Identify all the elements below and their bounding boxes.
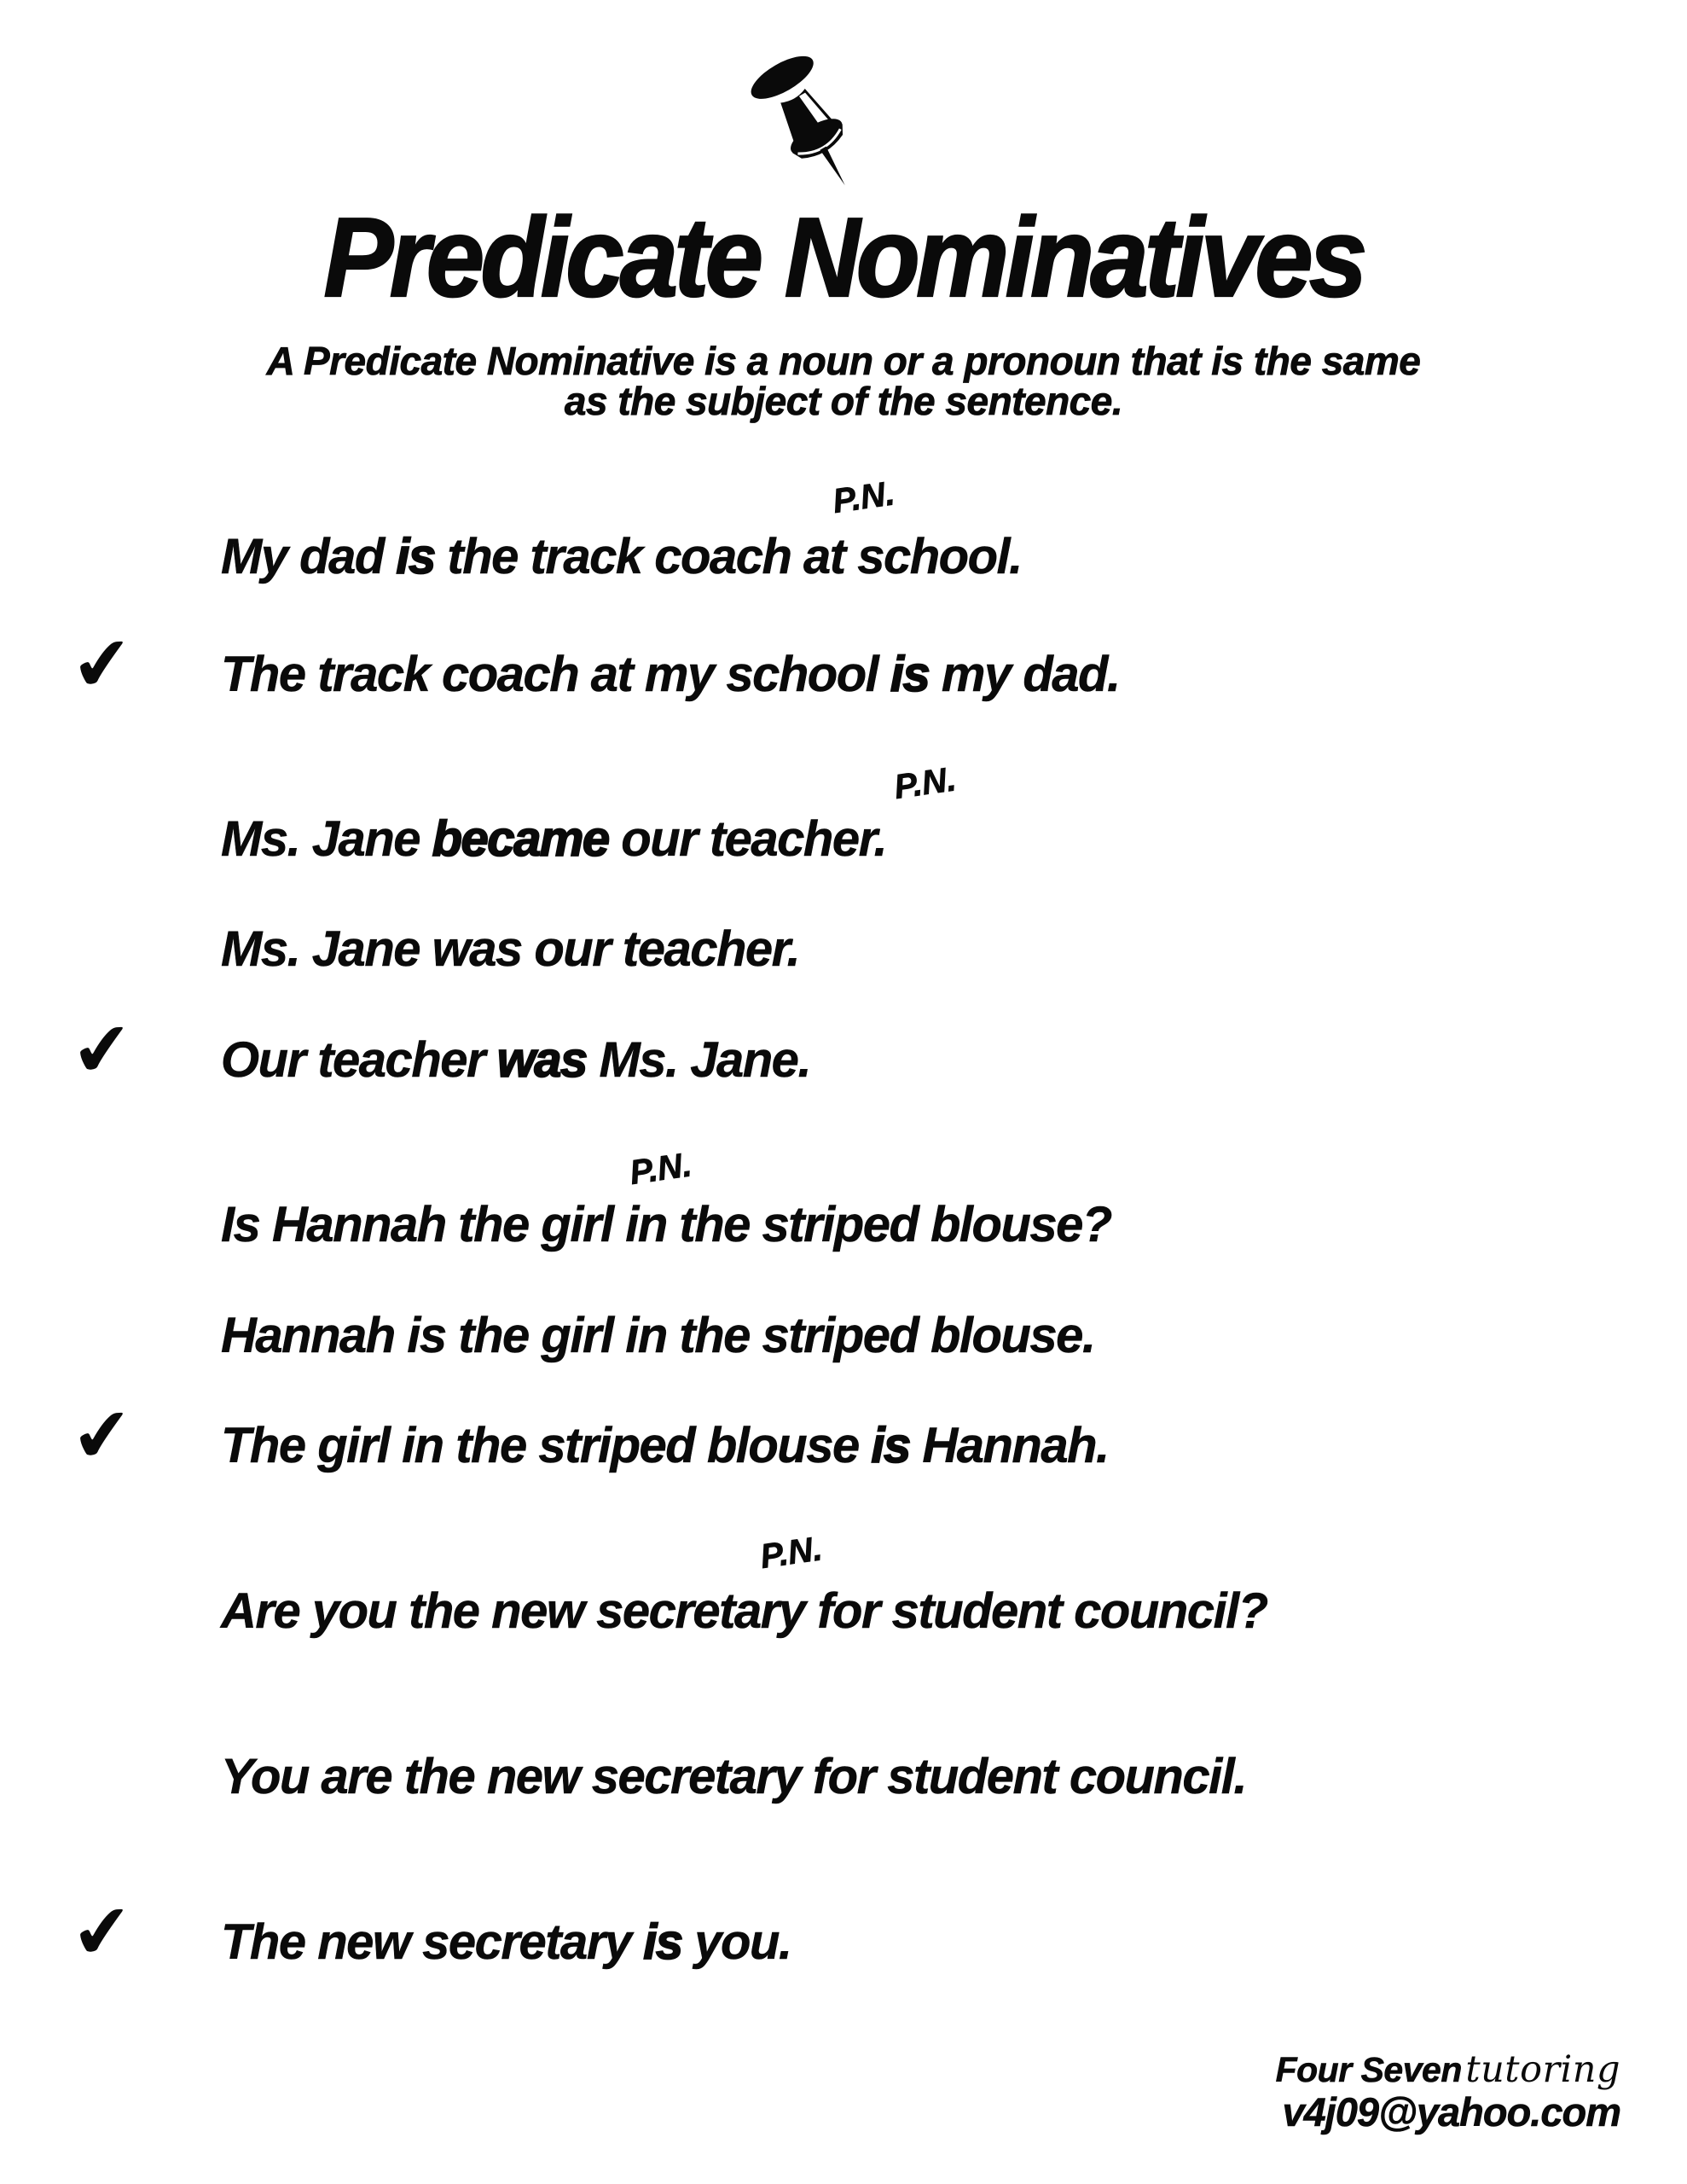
sentence bbox=[221, 530, 1022, 585]
sentence bbox=[221, 922, 799, 978]
linking-verb: is bbox=[396, 529, 435, 584]
checkmark-icon: ✔ bbox=[67, 1005, 137, 1095]
sentence bbox=[221, 1584, 1267, 1640]
brand-name: Four Seven bbox=[1275, 2050, 1462, 2089]
sentence bbox=[221, 1309, 1095, 1364]
pn-label: P.N. bbox=[830, 474, 897, 521]
definition-line-2: as the subject of the sentence. bbox=[564, 378, 1123, 423]
sentence-text: Ms. Jane was our teacher. bbox=[221, 921, 800, 977]
sentence-text: Is Hannah the girl in the striped blouse? bbox=[221, 1197, 1111, 1252]
sentence-text: our teacher. bbox=[608, 811, 887, 867]
sentence-text: Ms. Jane. bbox=[586, 1032, 811, 1088]
contact-email: v4j09@yahoo.com bbox=[1282, 2089, 1620, 2135]
linking-verb: was bbox=[496, 1032, 587, 1088]
brand-line bbox=[1276, 2049, 1620, 2090]
sentence-text: you. bbox=[681, 1914, 791, 1970]
sentence bbox=[221, 812, 886, 868]
sentence-text: Our teacher bbox=[221, 1032, 497, 1088]
sentence-text: Hannah. bbox=[909, 1418, 1109, 1473]
sentence bbox=[221, 1033, 810, 1089]
page-title: Predicate Nominatives bbox=[323, 195, 1364, 320]
brand-script: tutoring bbox=[1465, 2048, 1620, 2091]
sentence bbox=[221, 1419, 1109, 1474]
linking-verb: is bbox=[871, 1418, 910, 1473]
linking-verb: is bbox=[643, 1914, 682, 1970]
definition-line-1: A Predicate Nominative is a noun or a pronoun that is the same bbox=[266, 339, 1421, 383]
sentence-text: My dad bbox=[221, 529, 397, 584]
definition bbox=[0, 341, 1687, 421]
pn-label: P.N. bbox=[757, 1530, 825, 1577]
linking-verb: became bbox=[432, 811, 609, 867]
sentence-text: The track coach at my school bbox=[221, 647, 890, 702]
checkmark-icon: ✔ bbox=[67, 1887, 137, 1978]
sentence-text: Ms. Jane bbox=[221, 811, 432, 867]
footer bbox=[1276, 2049, 1620, 2135]
sentence bbox=[221, 1915, 791, 1971]
linking-verb: is bbox=[890, 647, 930, 702]
pn-label: P.N. bbox=[891, 760, 959, 807]
sentence-text: Are you the new secretary for student council? bbox=[221, 1583, 1267, 1639]
sentence-text: The new secretary bbox=[221, 1914, 644, 1970]
sentence-text: my dad. bbox=[929, 647, 1120, 702]
sentence-text: The girl in the striped blouse bbox=[221, 1418, 872, 1473]
sentence-text: the track coach at school. bbox=[434, 529, 1022, 584]
sentence-text: Hannah is the girl in the striped blouse. bbox=[221, 1308, 1095, 1363]
pushpin-icon bbox=[740, 44, 875, 198]
sentence bbox=[221, 648, 1120, 703]
checkmark-icon: ✔ bbox=[67, 1391, 137, 1481]
pn-label: P.N. bbox=[627, 1146, 694, 1193]
sentence-text: You are the new secretary for student council. bbox=[221, 1749, 1246, 1804]
sentence bbox=[221, 1750, 1246, 1805]
checkmark-icon: ✔ bbox=[67, 619, 137, 710]
sentence bbox=[221, 1198, 1111, 1253]
